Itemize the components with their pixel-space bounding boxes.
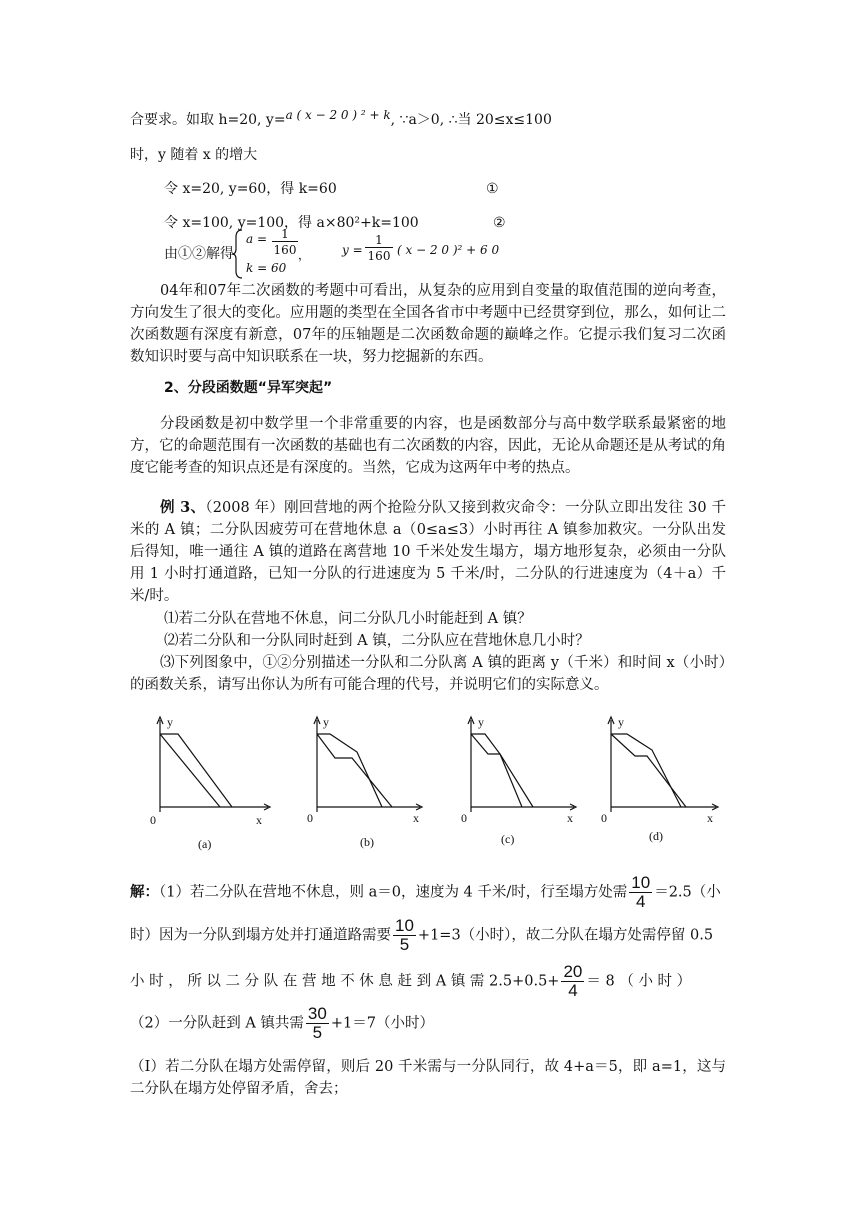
graph-c-line-2 — [471, 734, 533, 807]
example-3 — [130, 497, 726, 607]
question-3: ⑶下列图象中，①②分别描述一分队和二分队离 A 镇的距离 y（千米）和时间 x（小时）的函数关系，请写出你认为所有可能合理的代号，并说明它们的实际意义。 — [130, 655, 726, 693]
section-heading: 2、分段函数题“异军突起” — [164, 380, 333, 396]
system-a-num: 1 — [272, 227, 298, 242]
line1-suffix: , ∵a＞0, ∴当 20≤x≤100 — [390, 112, 552, 128]
fraction-10-4 — [629, 874, 652, 911]
system-a-tail: ， — [298, 248, 311, 262]
result-den: 160 — [367, 249, 391, 263]
result-y-lhs: y = — [342, 243, 363, 257]
graph-a-x-label: x — [256, 813, 262, 827]
graph-d-x-label: x — [707, 811, 713, 825]
solution-line-3 — [130, 963, 691, 1000]
equation-1: 令 x=20, y=60，得 k=60 — [164, 181, 337, 197]
fraction-10-4-den: 4 — [636, 892, 646, 911]
text-line-1 — [130, 110, 552, 130]
graph-b-origin: 0 — [307, 811, 313, 825]
solution-line-2 — [130, 917, 713, 954]
equation-2-number: ② — [493, 215, 506, 231]
result-num: 1 — [365, 234, 393, 248]
result-rest: ( x − 2 0 )² + 6 0 — [397, 243, 500, 257]
graph-a-caption: (a) — [198, 837, 212, 851]
graph-b-line-2 — [317, 734, 392, 807]
graph-a-y-label: y — [167, 715, 173, 729]
graph-d-origin: 0 — [601, 811, 607, 825]
solution-1b: ＝2.5（小 — [654, 884, 721, 901]
graph-b-y-label: y — [323, 715, 329, 729]
fraction-20-4 — [561, 963, 584, 1000]
fraction-10-5 — [393, 917, 416, 954]
graph-d-y-label: y — [618, 715, 624, 729]
question-2: ⑵若二分队和一分队同时赶到 A 镇，二分队应在营地休息几小时？ — [164, 633, 590, 649]
system-k: k = 60 — [246, 261, 287, 275]
graph-d-caption: (d) — [649, 829, 663, 843]
equation-1-number: ① — [486, 181, 499, 197]
fraction-20-4-den: 4 — [568, 981, 578, 1000]
solution-2b: +1=3（小时），故二分队在塌方处需停留 0.5 — [417, 927, 714, 944]
graph-d-line-1 — [611, 734, 681, 807]
graph-c-line-1 — [471, 734, 522, 807]
solve-label: 由①②解得 — [164, 246, 234, 262]
text-line-2: 时，y 随着 x 的增大 — [130, 147, 258, 163]
solution-line-5: （Ⅰ）若二分队在塌方处需停留，则后 20 千米需与一分队同行，故 4+a＝5，即 a=1，这与二分队在塌方处停留矛盾，舍去； — [130, 1059, 726, 1097]
system-a-lhs: a = — [246, 232, 268, 246]
graph-c-y-label: y — [478, 715, 484, 729]
solution-line-1 — [130, 874, 721, 911]
solution-label: 解： — [130, 883, 159, 901]
line1-prefix: 合要求。如取 h=20, y= — [130, 112, 286, 128]
example-label: 例 3、 — [160, 499, 206, 516]
question-1: ⑴若二分队在营地不休息，问二分队几小时能赶到 A 镇？ — [164, 611, 532, 627]
formula-inline: a ( x − 2 0 ) ² + k — [285, 108, 391, 122]
graph-c-x-label: x — [567, 811, 573, 825]
graph-b-caption: (b) — [360, 835, 374, 849]
solution-3a: 小 时 ， 所 以 二 分 队 在 营 地 不 休 息 赶 到 A 镇 需 2.5+0.5+ — [130, 973, 560, 990]
fraction-10-5-num: 10 — [395, 916, 414, 935]
graph-a-line-2 — [160, 734, 220, 807]
graph-c-origin: 0 — [461, 811, 467, 825]
solution-3b: ＝ 8 （ 小 时 ） — [586, 973, 692, 990]
solution-2a: 时）因为一分队到塌方处并打通道路需要 — [130, 927, 391, 944]
solution-1a: （1）若二分队在营地不休息，则 a＝0，速度为 4 千米/时，行至塌方处需 — [159, 884, 628, 901]
system-a-den: 160 — [273, 243, 297, 257]
fraction-30-5-num: 30 — [307, 1004, 327, 1023]
paragraph-2: 分段函数是初中数学里一个非常重要的内容，也是函数部分与高中数学联系最紧密的地方，它的命题范围有一次函数的基础也有二次函数的内容，因此，无论从命题还是从考试的角度它能考查的知识点还是有深度的。当然，它成为这两年中考的热点。 — [130, 416, 726, 476]
solution-4b: +1＝7（小时） — [330, 1015, 434, 1032]
graph-a-origin: 0 — [150, 813, 156, 827]
paragraph-1: 04年和07年二次函数的考题中可看出，从复杂的应用到自变量的取值范围的逆向考查，方向发生了很大的变化。应用题的类型在全国各省市中考题中已经贯穿到位，那么，如何让二次函数题有深度有新意，07年的压轴题是二次函数命题的巅峰之作。它提示我们复习二次函数知识时要与高中知识联系在一块，努力挖掘新的东西。 — [130, 283, 726, 365]
fraction-20-4-num: 20 — [563, 962, 583, 981]
graph-d-line-2 — [611, 734, 686, 807]
example-body: （2008 年）刚回营地的两个抢险分队又接到救灾命令：一分队立即出发往 30 千米的 A 镇；二分队因疲劳可在营地休息 a（0≤a≤3）小时再往 A 镇参加救灾。一分队出发后得知，唯一通往 A 镇的道路在离营地 10 千米处发生塌方，塌方地形复杂，必须由一分队用 1 小时打通道路，已知一分队的行进速度为 5 千米/时，二分队的行进速度为（4＋a）千米/时。 — [130, 500, 726, 604]
graph-b-x-label: x — [413, 811, 419, 825]
fraction-30-5-den: 5 — [312, 1023, 323, 1042]
graph-b-line-1 — [317, 734, 382, 807]
brace-icon — [232, 229, 244, 279]
graph-a-line-1 — [160, 734, 232, 807]
graph-c-caption: (c) — [501, 832, 515, 846]
fraction-30-5 — [306, 1005, 329, 1042]
fraction-10-4-num: 10 — [631, 873, 651, 892]
fraction-10-5-den: 5 — [399, 935, 410, 954]
graphs-figure — [130, 712, 740, 857]
equation-2: 令 x=100, y=100，得 a×80²+k=100 — [164, 215, 419, 231]
solution-4a: （2）一分队赶到 A 镇共需 — [130, 1015, 304, 1032]
solution-line-4 — [130, 1005, 434, 1042]
